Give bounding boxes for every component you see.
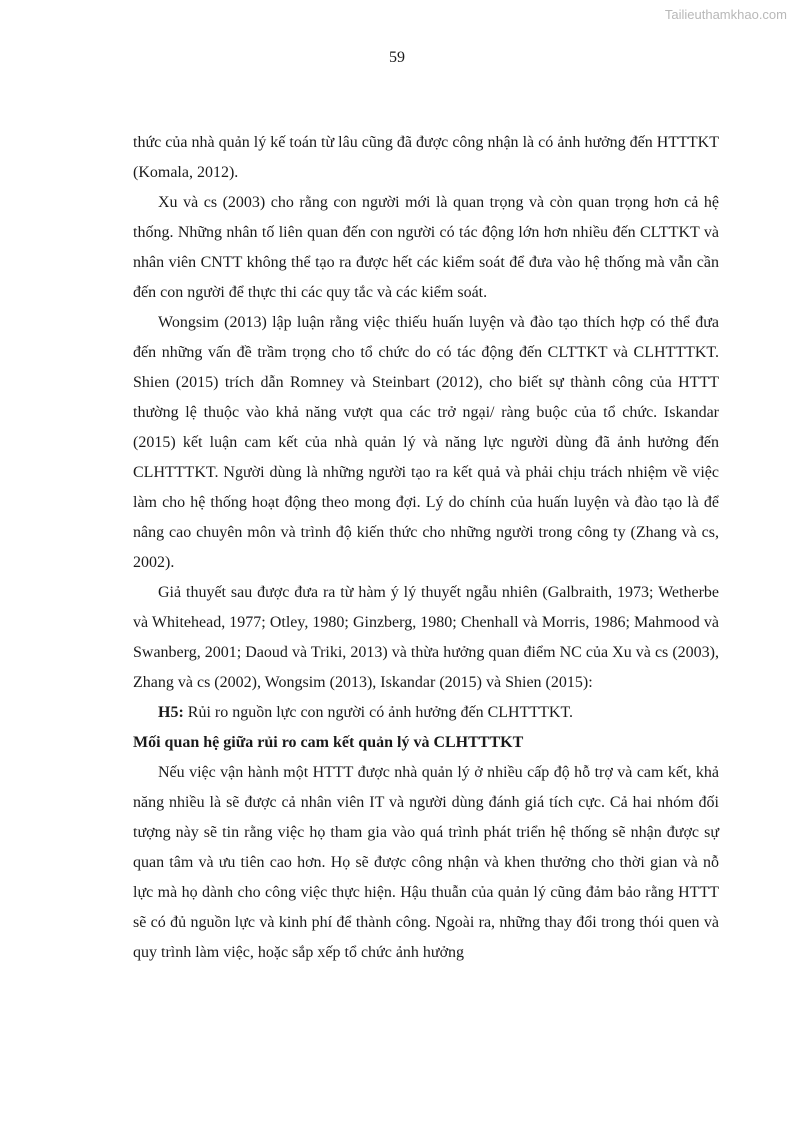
hypothesis-text: Rủi ro nguồn lực con người có ảnh hưởng đến CLHTTTKT. — [183, 704, 574, 721]
paragraph-continuation: thức của nhà quản lý kế toán từ lâu cũng đã được công nhận là có ảnh hưởng đến HTTTKT (Komala, 2012). — [133, 134, 719, 181]
hypothesis-h5 — [133, 698, 719, 728]
section-heading: Mối quan hệ giữa rủi ro cam kết quản lý và CLHTTTKT — [133, 734, 524, 751]
hypothesis-label: H5: — [158, 704, 184, 721]
paragraph-hypothesis-basis: Giả thuyết sau được đưa ra từ hàm ý lý thuyết ngẫu nhiên (Galbraith, 1973; Wetherbe và Whitehead, 1977; Otley, 1980; Ginzberg, 1980; Chenhall và Morris, 1986; Mahmood và Swanberg, 2001; Daoud và Triki, 2013) và thừa hưởng quan điểm NC của Xu và cs (2003), Zhang và cs (2002), Wongsim (2013), Iskandar (2015) và Shien (2015): — [133, 584, 719, 691]
paragraph-management-commitment: Nếu việc vận hành một HTTT được nhà quản lý ở nhiều cấp độ hỗ trợ và cam kết, khả năng nhiều là sẽ được cả nhân viên IT và người dùng đánh giá tích cực. Cả hai nhóm đối tượng này sẽ tin rằng việc họ tham gia vào quá trình phát triển hệ thống sẽ nhận được sự quan tâm và ưu tiên cao hơn. Họ sẽ được công nhận và khen thưởng cho thời gian và nỗ lực mà họ dành cho công việc thực hiện. Hậu thuẫn của quản lý cũng đảm bảo rằng HTTT sẽ có đủ nguồn lực và kinh phí để thành công. Ngoài ra, những thay đổi trong thói quen và quy trình làm việc, hoặc sắp xếp tổ chức ảnh hưởng — [133, 764, 719, 961]
paragraph-wongsim: Wongsim (2013) lập luận rằng việc thiếu huấn luyện và đào tạo thích hợp có thể đưa đến những vấn đề trầm trọng cho tổ chức do có tác động đến CLTTKT và CLHTTTKT. Shien (2015) trích dẫn Romney và Steinbart (2012), cho biết sự thành công của HTTT thường lệ thuộc vào khả năng vượt qua các trở ngại/ ràng buộc của tổ chức. Iskandar (2015) kết luận cam kết của nhà quản lý và năng lực người dùng đã ảnh hưởng đến CLHTTTKT. Người dùng là những người tạo ra kết quả và phải chịu trách nhiệm về việc làm cho hệ thống hoạt động theo mong đợi. Lý do chính của huấn luyện và đào tạo là để nâng cao chuyên môn và trình độ kiến thức cho những người trong công ty (Zhang và cs, 2002). — [133, 314, 719, 571]
page-number: 59 — [389, 49, 405, 66]
document-body — [133, 128, 719, 968]
paragraph-xu: Xu và cs (2003) cho rằng con người mới là quan trọng và còn quan trọng hơn cả hệ thống. Những nhân tố liên quan đến con người có tác động lớn hơn nhiều đến CLTTKT và nhân viên CNTT không thể tạo ra được hết các kiểm soát để đưa vào hệ thống mà vẫn cần đến con người để thực thi các quy tắc và các kiểm soát. — [133, 194, 719, 301]
watermark: Tailieuthamkhao.com — [664, 7, 787, 22]
